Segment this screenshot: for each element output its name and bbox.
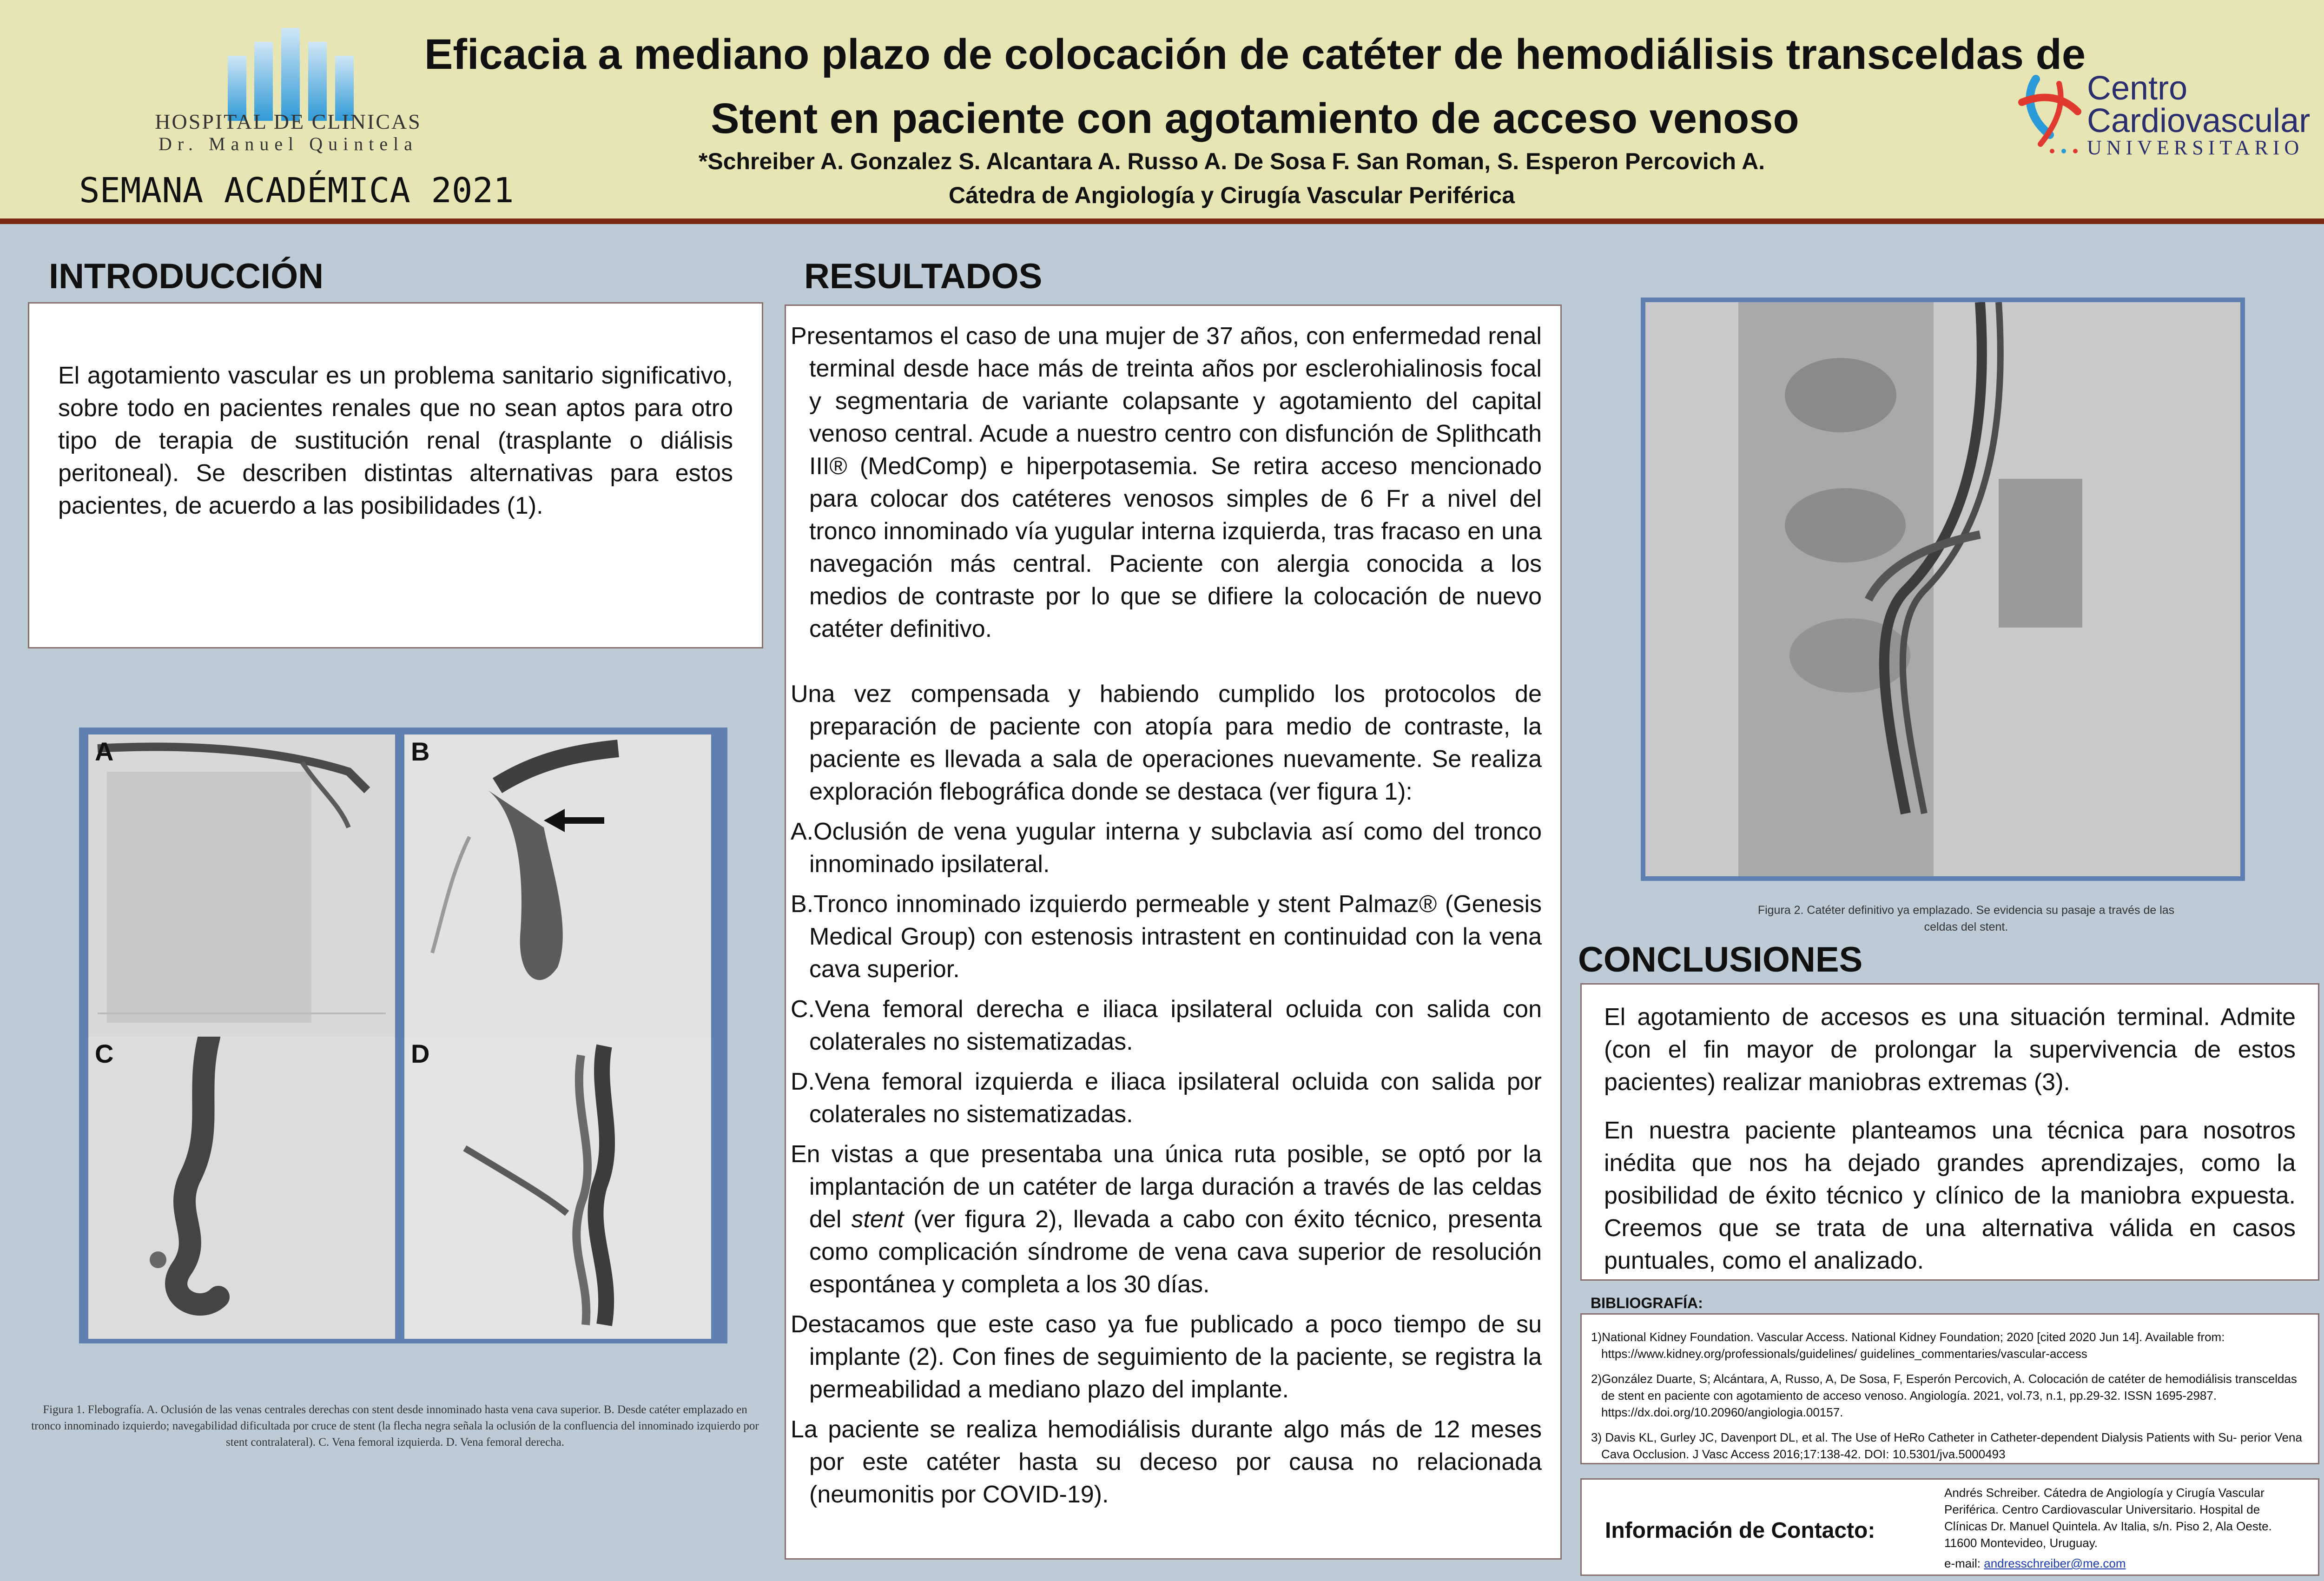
poster-title <box>395 22 2115 151</box>
conclusions-paragraph-2: En nuestra paciente planteamos una técnica para nosotros inédita que nos ha dejado grandes aprendizajes, como la posibilidad de éxito técnico y clínico de la maniobra expuesta. Creemos que se trata de una alternativa válida en casos puntuales, como el analizado. <box>1604 1117 2296 1274</box>
reference-1: 1)National Kidney Foundation. Vascular Access. National Kidney Foundation; 2020 [cited 2020 Jun 14]. Available from: https://www.kidney.org/professionals/guidelines/ guidelines_commentaries/vascular-access <box>1591 1330 2225 1361</box>
title-line-1: Eficacia a mediano plazo de colocación de catéter de hemodiálisis transceldas de <box>424 31 2086 78</box>
reference-2: 2)González Duarte, S; Alcántara, A, Russo, A, De Sosa, F, Esperón Percovich, A. Colocación de catéter de hemodiálisis transceldas de stent en paciente con agotamiento de acceso venoso. Angiología. 2021, vol.73, n.1, pp.29-32. ISSN 1695-2987. https://dx.doi.org/10.20960/angiologia.00157. <box>1591 1372 2297 1419</box>
hospital-building-icon <box>225 28 360 121</box>
contact-details <box>1944 1484 2298 1572</box>
hospital-subtitle: Dr. Manuel Quintela <box>158 133 418 154</box>
figure-2 <box>1641 298 2245 881</box>
figure-1-panel-c <box>88 1037 395 1339</box>
figure-1-panel-a <box>88 734 395 1037</box>
bibliography-heading: BIBLIOGRAFÍA: <box>1591 1295 1703 1311</box>
contact-address: Andrés Schreiber. Cátedra de Angiología y Cirugía Vascular Periférica. Centro Cardiovascular Universitario. Hospital de Clínicas Dr. Manuel Quintela. Av Italia, s/n. Piso 2, Ala Oeste. 11600 Montevideo, Uruguay. <box>1944 1486 2272 1550</box>
panel-c-label: C <box>95 1039 114 1068</box>
ccv-logo-text-1: Centro <box>2087 70 2188 107</box>
contact-email-line: e-mail: andresschreiber@me.com <box>1944 1556 2126 1570</box>
results-paragraph-1: Presentamos el caso de una mujer de 37 años, con enfermedad renal terminal desde hace más de treinta años por esclerohialinosis focal y segmentaria de variante colapsante y agotamiento del capital venoso central. Acude a nuestro centro con disfunción de Splithcath III® (MedComp) e hiperpotasemia. Se retira acceso mencionado para colocar dos catéteres venosos simples de 6 Fr a nivel del tronco innominado vía yugular interna izquierda, tras fracaso en una navegación más central. Paciente con alergia conocida a los medios de contraste por lo que se difiere la colocación de nuevo catéter definitivo. <box>791 323 1542 642</box>
figure-2-caption: Figura 2. Catéter definitivo ya emplazado. Se evidencia su pasaje a través de las celdas del stent. <box>1757 904 2175 933</box>
figure-1-panel-d <box>404 1037 711 1339</box>
ccv-logo-text-3: UNIVERSITARIO <box>2087 136 2304 159</box>
email-link[interactable]: andresschreiber@me.com <box>1984 1556 2126 1570</box>
figure-1 <box>79 728 727 1343</box>
hospital-name: HOSPITAL DE CLINICAS <box>155 110 422 133</box>
event-name: SEMANA ACADÉMICA 2021 <box>79 171 514 211</box>
bibliography-box <box>1580 1313 2319 1464</box>
conclusions-paragraph-1: El agotamiento de accesos es una situación terminal. Admite (con el fin mayor de prolongar la supervivencia de estos pacientes) realizar maniobras extremas (3). <box>1604 1004 2296 1096</box>
venography-c-image <box>88 1037 395 1339</box>
header-divider <box>0 218 2324 224</box>
results-paragraph-5: La paciente se realiza hemodiálisis durante algo más de 12 meses por este catéter hasta su deceso por causa no relacionada (neumonitis por COVID-19). <box>791 1416 1542 1508</box>
figure-1-panel-b <box>404 734 711 1037</box>
intro-box <box>28 302 763 648</box>
intro-heading: INTRODUCCIÓN <box>49 257 324 296</box>
venography-b-image <box>404 734 711 1037</box>
conclusions-heading: CONCLUSIONES <box>1578 940 1863 979</box>
contact-box <box>1580 1478 2319 1576</box>
results-heading: RESULTADOS <box>804 257 1043 296</box>
conclusions-box <box>1580 983 2319 1281</box>
results-item-c: C.Vena femoral derecha e iliaca ipsilateral ocluida con salida con colaterales no sistematizadas. <box>791 996 1542 1055</box>
results-paragraph-3: En vistas a que presentaba una única ruta posible, se optó por la implantación de un catéter de larga duración a través de las celdas del stent (ver figura 2), llevada a cabo con éxito técnico, presenta como complicación síndrome de vena cava superior de resolución espontánea y completa a los 30 días. <box>791 1141 1542 1298</box>
title-line-2: Stent en paciente con agotamiento de acceso venoso <box>711 95 1799 142</box>
contact-label: Información de Contacto: <box>1605 1518 1875 1543</box>
results-item-a: A.Oclusión de vena yugular interna y subclavia así como del tronco innominado ipsilateral. <box>791 818 1542 878</box>
affiliation: Cátedra de Angiología y Cirugía Vascular Periférica <box>948 182 1515 208</box>
ccv-logo-text-2: Cardiovascular <box>2087 102 2311 139</box>
panel-d-label: D <box>411 1039 430 1068</box>
catheter-xray-image <box>1645 302 2240 876</box>
results-item-d: D.Vena femoral izquierda e iliaca ipsilateral ocluida con salida por colaterales no sistematizadas. <box>791 1068 1542 1128</box>
figure-1-caption: Figura 1. Flebografía. A. Oclusión de las venas centrales derechas con stent desde innominado hasta vena cava superior. B. Desde catéter emplazado en tronco innominado izquierdo; navegabilidad dificultada por cruce de stent (la flecha negra señala la oclusión de la confluencia del innominado izquierdo por stent contralateral). C. Vena femoral izquierda. D. Vena femoral derecha. <box>31 1403 759 1449</box>
results-item-b: B.Tronco innominado izquierdo permeable y stent Palmaz® (Genesis Medical Group) con estenosis intrastent en continuidad con la vena cava superior. <box>791 891 1542 983</box>
author-list: *Schreiber A. Gonzalez S. Alcantara A. Russo A. De Sosa F. San Roman, S. Esperon Percovich A. <box>698 148 1765 174</box>
venography-d-image <box>404 1037 711 1339</box>
results-paragraph-4: Destacamos que este caso ya fue publicado a poco tiempo de su implante (2). Con fines de seguimiento de la paciente, se registra la permeabilidad a mediano plazo del implante. <box>791 1311 1542 1403</box>
reference-3: 3) Davis KL, Gurley JC, Davenport DL, et al. The Use of HeRo Catheter in Catheter-dependent Dialysis Patients with Su- perior Vena Cava Occlusion. J Vasc Access 2016;17:138-42. DOI: 10.5301/jva.5000493 <box>1591 1430 2302 1461</box>
intro-text: El agotamiento vascular es un problema sanitario significativo, sobre todo en pacientes renales que no sean aptos para otro tipo de terapia de sustitución renal (trasplante o diálisis peritoneal). Se describen distintas alternativas para estos pacientes, de acuerdo a las posibilidades (1). <box>58 362 733 519</box>
panel-a-label: A <box>95 737 114 766</box>
results-box <box>785 304 1562 1560</box>
panel-b-label: B <box>411 737 430 766</box>
venography-a-image <box>88 734 395 1037</box>
results-paragraph-2: Una vez compensada y habiendo cumplido los protocolos de preparación de paciente con atopía para medio de contraste, la paciente es llevada a sala de operaciones nuevamente. Se realiza exploración flebográfica donde se destaca (ver figura 1): <box>791 681 1542 805</box>
